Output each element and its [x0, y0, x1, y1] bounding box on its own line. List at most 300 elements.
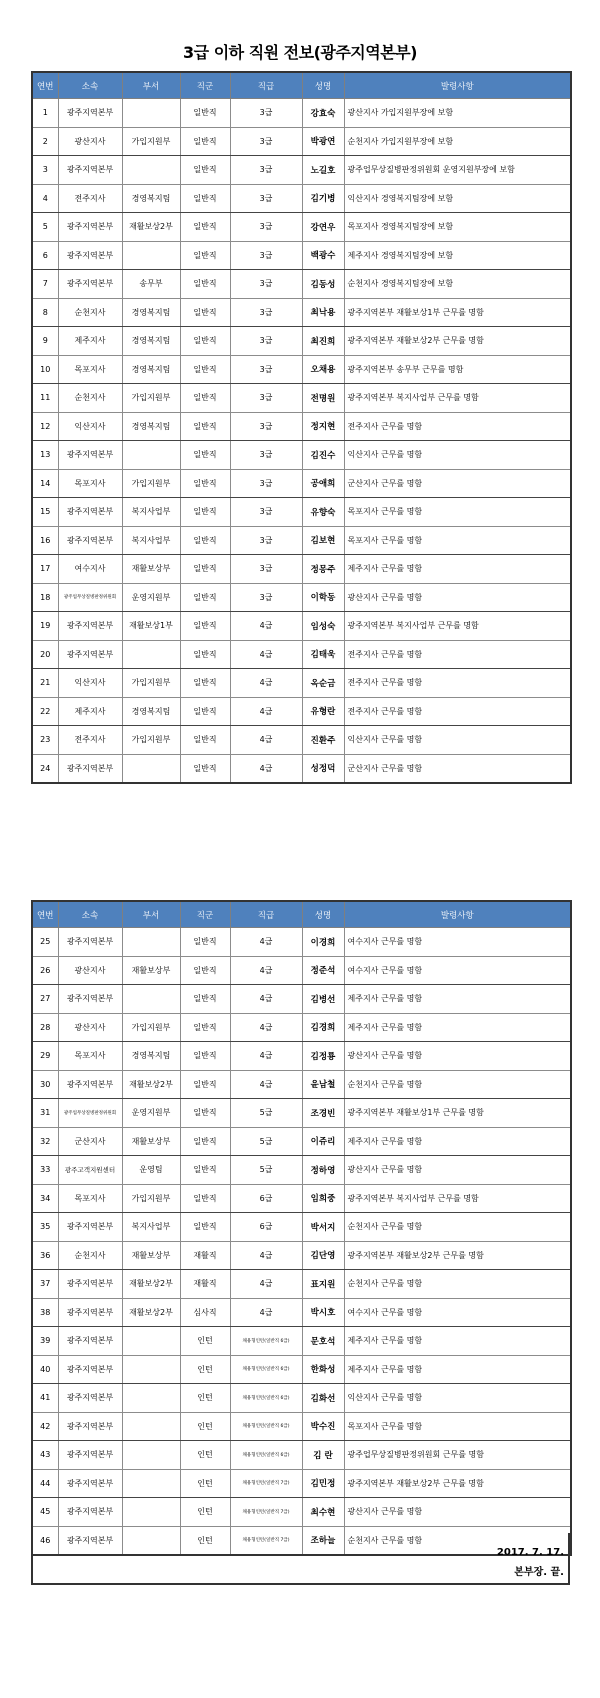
cell-department: 운영팀 — [122, 1156, 180, 1185]
cell-affiliation: 목포지사 — [58, 469, 122, 498]
signature-footer — [31, 1533, 570, 1585]
cell-job-group: 일반직 — [180, 1213, 230, 1242]
cell-assignment: 광주지역본부 복지사업부 근무를 명함 — [344, 612, 571, 641]
cell-name: 문호석 — [302, 1327, 344, 1356]
cell-name: 노길호 — [302, 156, 344, 185]
cell-job-group: 재활직 — [180, 1241, 230, 1270]
cell-job-group: 인턴 — [180, 1526, 230, 1555]
cell-affiliation: 전주지사 — [58, 726, 122, 755]
cell-name: 김태욱 — [302, 640, 344, 669]
cell-affiliation: 광주지역본부 — [58, 1384, 122, 1413]
cell-grade: 4급 — [230, 754, 302, 783]
cell-job-group: 인턴 — [180, 1327, 230, 1356]
col-header-name: 성명 — [302, 901, 344, 928]
cell-grade: 3급 — [230, 127, 302, 156]
cell-affiliation: 광주지역본부 — [58, 1355, 122, 1384]
cell-affiliation: 전주지사 — [58, 184, 122, 213]
cell-name: 강연우 — [302, 213, 344, 242]
cell-grade: 4급 — [230, 1070, 302, 1099]
cell-affiliation: 광주고객지원센터 — [58, 1156, 122, 1185]
table-row — [32, 669, 571, 698]
cell-department — [122, 754, 180, 783]
col-header-department: 부서 — [122, 901, 180, 928]
cell-no: 9 — [32, 327, 58, 356]
cell-name: 김 란 — [302, 1441, 344, 1470]
cell-assignment: 전주지사 근무를 명함 — [344, 412, 571, 441]
cell-no: 46 — [32, 1526, 58, 1555]
cell-grade: 채용형인턴(일반직 7급) — [230, 1498, 302, 1527]
cell-name: 이경희 — [302, 928, 344, 957]
table-row — [32, 184, 571, 213]
table-row — [32, 928, 571, 957]
cell-department: 가입지원부 — [122, 127, 180, 156]
col-header-affiliation: 소속 — [58, 72, 122, 99]
cell-name: 표지원 — [302, 1270, 344, 1299]
table-row — [32, 1384, 571, 1413]
cell-no: 22 — [32, 697, 58, 726]
cell-department: 가입지원부 — [122, 1184, 180, 1213]
cell-department: 재활보상2부 — [122, 1270, 180, 1299]
cell-no: 31 — [32, 1099, 58, 1128]
cell-job-group: 인턴 — [180, 1355, 230, 1384]
cell-job-group: 일반직 — [180, 469, 230, 498]
cell-assignment: 순천지사 가입지원부장에 보함 — [344, 127, 571, 156]
cell-department — [122, 441, 180, 470]
cell-affiliation: 광주업무상질병판정위원회 — [58, 1099, 122, 1128]
cell-department: 복지사업부 — [122, 498, 180, 527]
cell-affiliation: 목포지사 — [58, 1184, 122, 1213]
cell-assignment: 순천지사 경영복지팀장에 보함 — [344, 270, 571, 299]
cell-name: 유형란 — [302, 697, 344, 726]
cell-grade: 3급 — [230, 99, 302, 128]
cell-department: 재활보상부 — [122, 1127, 180, 1156]
cell-affiliation: 익산지사 — [58, 412, 122, 441]
cell-department: 운영지원부 — [122, 583, 180, 612]
roster-body-page2 — [32, 928, 571, 1556]
cell-assignment: 광산지사 근무를 명함 — [344, 1042, 571, 1071]
table-row — [32, 412, 571, 441]
cell-affiliation: 광주지역본부 — [58, 498, 122, 527]
cell-no: 26 — [32, 956, 58, 985]
cell-name: 김경희 — [302, 1013, 344, 1042]
cell-grade: 5급 — [230, 1099, 302, 1128]
cell-assignment: 여수지사 근무를 명함 — [344, 956, 571, 985]
cell-department — [122, 1469, 180, 1498]
cell-affiliation: 광주지역본부 — [58, 213, 122, 242]
cell-department — [122, 1384, 180, 1413]
cell-affiliation: 순천지사 — [58, 1241, 122, 1270]
cell-department: 경영복지팀 — [122, 298, 180, 327]
cell-assignment: 제주지사 경영복지팀장에 보함 — [344, 241, 571, 270]
cell-no: 1 — [32, 99, 58, 128]
cell-affiliation: 광주지역본부 — [58, 1526, 122, 1555]
issue-date: 2017. 7. 17. — [496, 1547, 564, 1558]
cell-grade: 4급 — [230, 1013, 302, 1042]
issuer-sign: 본부장. 끝. — [514, 1567, 564, 1578]
cell-department: 송무부 — [122, 270, 180, 299]
cell-department: 가입지원부 — [122, 469, 180, 498]
cell-name: 김병선 — [302, 985, 344, 1014]
cell-affiliation: 광주지역본부 — [58, 1498, 122, 1527]
table-row — [32, 355, 571, 384]
cell-assignment: 광주지역본부 송무부 근무를 명함 — [344, 355, 571, 384]
cell-grade: 4급 — [230, 726, 302, 755]
cell-affiliation: 목포지사 — [58, 355, 122, 384]
table-row — [32, 270, 571, 299]
cell-no: 14 — [32, 469, 58, 498]
cell-no: 7 — [32, 270, 58, 299]
cell-department — [122, 1498, 180, 1527]
cell-department: 재활보상2부 — [122, 1070, 180, 1099]
cell-name: 김정룡 — [302, 1042, 344, 1071]
cell-name: 임성숙 — [302, 612, 344, 641]
cell-job-group: 일반직 — [180, 1070, 230, 1099]
roster-table-page2 — [31, 900, 572, 1556]
cell-affiliation: 광주지역본부 — [58, 1469, 122, 1498]
cell-name: 최낙용 — [302, 298, 344, 327]
table-row — [32, 99, 571, 128]
cell-department — [122, 156, 180, 185]
cell-affiliation: 광주지역본부 — [58, 612, 122, 641]
cell-affiliation: 광주지역본부 — [58, 1298, 122, 1327]
cell-job-group: 일반직 — [180, 956, 230, 985]
cell-no: 38 — [32, 1298, 58, 1327]
cell-department: 재활보상부 — [122, 1241, 180, 1270]
cell-name: 오채용 — [302, 355, 344, 384]
cell-affiliation: 순천지사 — [58, 384, 122, 413]
cell-department: 재활보상부 — [122, 555, 180, 584]
cell-no: 19 — [32, 612, 58, 641]
cell-job-group: 일반직 — [180, 1042, 230, 1071]
cell-department: 가입지원부 — [122, 669, 180, 698]
table-row — [32, 583, 571, 612]
table-row — [32, 327, 571, 356]
cell-name: 백광수 — [302, 241, 344, 270]
cell-job-group: 일반직 — [180, 498, 230, 527]
cell-grade: 채용형인턴(일반직 6급) — [230, 1355, 302, 1384]
table-row — [32, 754, 571, 783]
table-row — [32, 127, 571, 156]
cell-affiliation: 광주지역본부 — [58, 526, 122, 555]
cell-name: 정몽주 — [302, 555, 344, 584]
table-row — [32, 498, 571, 527]
cell-job-group: 일반직 — [180, 99, 230, 128]
cell-job-group: 일반직 — [180, 640, 230, 669]
cell-name: 임희중 — [302, 1184, 344, 1213]
cell-grade: 3급 — [230, 270, 302, 299]
cell-job-group: 일반직 — [180, 928, 230, 957]
table-row — [32, 555, 571, 584]
cell-no: 17 — [32, 555, 58, 584]
cell-name: 김민정 — [302, 1469, 344, 1498]
cell-assignment: 전주지사 근무를 명함 — [344, 697, 571, 726]
cell-assignment: 순천지사 근무를 명함 — [344, 1270, 571, 1299]
table-row — [32, 640, 571, 669]
table-row — [32, 298, 571, 327]
cell-affiliation: 광주지역본부 — [58, 1070, 122, 1099]
cell-grade: 4급 — [230, 1298, 302, 1327]
cell-assignment: 전주지사 근무를 명함 — [344, 640, 571, 669]
cell-no: 2 — [32, 127, 58, 156]
cell-job-group: 일반직 — [180, 384, 230, 413]
cell-no: 29 — [32, 1042, 58, 1071]
cell-no: 40 — [32, 1355, 58, 1384]
cell-grade: 3급 — [230, 441, 302, 470]
cell-no: 35 — [32, 1213, 58, 1242]
cell-department: 재활보상2부 — [122, 213, 180, 242]
table-header-row — [32, 901, 571, 928]
cell-job-group: 일반직 — [180, 327, 230, 356]
cell-grade: 채용형인턴(일반직 7급) — [230, 1526, 302, 1555]
cell-job-group: 일반직 — [180, 697, 230, 726]
cell-grade: 4급 — [230, 956, 302, 985]
cell-name: 유향숙 — [302, 498, 344, 527]
cell-grade: 3급 — [230, 213, 302, 242]
cell-grade: 4급 — [230, 697, 302, 726]
cell-no: 11 — [32, 384, 58, 413]
cell-assignment: 제주지사 근무를 명함 — [344, 1355, 571, 1384]
cell-no: 10 — [32, 355, 58, 384]
cell-affiliation: 광주지역본부 — [58, 441, 122, 470]
cell-job-group: 일반직 — [180, 213, 230, 242]
cell-department: 경영복지팀 — [122, 355, 180, 384]
cell-assignment: 목포지사 근무를 명함 — [344, 498, 571, 527]
cell-job-group: 일반직 — [180, 726, 230, 755]
cell-assignment: 광주지역본부 재활보상2부 근무를 명함 — [344, 1469, 571, 1498]
cell-no: 45 — [32, 1498, 58, 1527]
cell-affiliation: 광산지사 — [58, 127, 122, 156]
cell-department: 재활보상부 — [122, 956, 180, 985]
cell-job-group: 일반직 — [180, 612, 230, 641]
cell-name: 공애희 — [302, 469, 344, 498]
cell-grade: 5급 — [230, 1156, 302, 1185]
col-header-affiliation: 소속 — [58, 901, 122, 928]
cell-name: 최진희 — [302, 327, 344, 356]
col-header-no: 연번 — [32, 901, 58, 928]
cell-affiliation: 광주지역본부 — [58, 754, 122, 783]
cell-assignment: 광주지역본부 재활보상1부 근무를 명함 — [344, 1099, 571, 1128]
cell-name: 이쥬리 — [302, 1127, 344, 1156]
cell-no: 43 — [32, 1441, 58, 1470]
cell-no: 42 — [32, 1412, 58, 1441]
cell-affiliation: 군산지사 — [58, 1127, 122, 1156]
cell-no: 28 — [32, 1013, 58, 1042]
cell-assignment: 광주지역본부 재활보상2부 근무를 명함 — [344, 327, 571, 356]
cell-name: 옥순금 — [302, 669, 344, 698]
cell-assignment: 광산지사 가입지원부장에 보함 — [344, 99, 571, 128]
cell-department: 복지사업부 — [122, 526, 180, 555]
cell-assignment: 순천지사 근무를 명함 — [344, 1526, 571, 1555]
cell-no: 15 — [32, 498, 58, 527]
cell-assignment: 익산지사 근무를 명함 — [344, 441, 571, 470]
cell-grade: 3급 — [230, 412, 302, 441]
cell-affiliation: 광주지역본부 — [58, 99, 122, 128]
table-row — [32, 1498, 571, 1527]
cell-grade: 6급 — [230, 1213, 302, 1242]
cell-job-group: 일반직 — [180, 526, 230, 555]
cell-department: 경영복지팀 — [122, 327, 180, 356]
cell-name: 김진수 — [302, 441, 344, 470]
cell-no: 33 — [32, 1156, 58, 1185]
cell-name: 박수진 — [302, 1412, 344, 1441]
cell-job-group: 일반직 — [180, 1127, 230, 1156]
cell-job-group: 인턴 — [180, 1384, 230, 1413]
table-row — [32, 1241, 571, 1270]
cell-name: 김동성 — [302, 270, 344, 299]
cell-affiliation: 광산지사 — [58, 956, 122, 985]
cell-name: 김보현 — [302, 526, 344, 555]
cell-affiliation: 광주지역본부 — [58, 1213, 122, 1242]
cell-job-group: 일반직 — [180, 1099, 230, 1128]
cell-no: 34 — [32, 1184, 58, 1213]
cell-assignment: 광산지사 근무를 명함 — [344, 1498, 571, 1527]
cell-assignment: 광주지역본부 복지사업부 근무를 명함 — [344, 384, 571, 413]
cell-no: 18 — [32, 583, 58, 612]
cell-affiliation: 광주지역본부 — [58, 1327, 122, 1356]
cell-grade: 4급 — [230, 985, 302, 1014]
cell-no: 16 — [32, 526, 58, 555]
cell-name: 윤남철 — [302, 1070, 344, 1099]
col-header-job-group: 직군 — [180, 901, 230, 928]
cell-affiliation: 여수지사 — [58, 555, 122, 584]
cell-job-group: 인턴 — [180, 1469, 230, 1498]
cell-no: 25 — [32, 928, 58, 957]
cell-grade: 4급 — [230, 669, 302, 698]
cell-assignment: 순천지사 근무를 명함 — [344, 1213, 571, 1242]
table-row — [32, 697, 571, 726]
col-header-grade: 직급 — [230, 72, 302, 99]
table-row — [32, 1298, 571, 1327]
cell-job-group: 일반직 — [180, 298, 230, 327]
cell-job-group: 일반직 — [180, 1184, 230, 1213]
cell-name: 김기병 — [302, 184, 344, 213]
table-row — [32, 156, 571, 185]
cell-job-group: 일반직 — [180, 985, 230, 1014]
table-row — [32, 526, 571, 555]
cell-no: 6 — [32, 241, 58, 270]
col-header-assignment: 발령사항 — [344, 72, 571, 99]
cell-grade: 4급 — [230, 1270, 302, 1299]
table-row — [32, 956, 571, 985]
cell-assignment: 군산지사 근무를 명함 — [344, 469, 571, 498]
cell-department — [122, 1327, 180, 1356]
cell-job-group: 일반직 — [180, 241, 230, 270]
cell-name: 조경빈 — [302, 1099, 344, 1128]
cell-affiliation: 목포지사 — [58, 1042, 122, 1071]
table-row — [32, 441, 571, 470]
cell-assignment: 광주지역본부 복지사업부 근무를 명함 — [344, 1184, 571, 1213]
cell-name: 정하영 — [302, 1156, 344, 1185]
cell-grade: 3급 — [230, 156, 302, 185]
document-title: 3급 이하 직원 전보(광주지역본부) — [183, 43, 417, 62]
table-row — [32, 1156, 571, 1185]
cell-no: 5 — [32, 213, 58, 242]
cell-no: 8 — [32, 298, 58, 327]
cell-department: 경영복지팀 — [122, 1042, 180, 1071]
cell-department: 가입지원부 — [122, 726, 180, 755]
table-row — [32, 1184, 571, 1213]
table-row — [32, 213, 571, 242]
cell-grade: 6급 — [230, 1184, 302, 1213]
col-header-name: 성명 — [302, 72, 344, 99]
cell-name: 진환주 — [302, 726, 344, 755]
cell-job-group: 일반직 — [180, 669, 230, 698]
cell-assignment: 목포지사 근무를 명함 — [344, 1412, 571, 1441]
cell-grade: 채용형인턴(일반직 6급) — [230, 1441, 302, 1470]
cell-affiliation: 광주지역본부 — [58, 156, 122, 185]
cell-assignment: 순천지사 근무를 명함 — [344, 1070, 571, 1099]
cell-no: 36 — [32, 1241, 58, 1270]
col-header-no: 연번 — [32, 72, 58, 99]
roster-body-page1 — [32, 99, 571, 784]
cell-department — [122, 928, 180, 957]
cell-affiliation: 광주지역본부 — [58, 270, 122, 299]
cell-job-group: 일반직 — [180, 270, 230, 299]
cell-no: 4 — [32, 184, 58, 213]
cell-affiliation: 광주지역본부 — [58, 1270, 122, 1299]
cell-name: 박서지 — [302, 1213, 344, 1242]
cell-grade: 채용형인턴(일반직 6급) — [230, 1412, 302, 1441]
cell-department — [122, 1412, 180, 1441]
cell-department — [122, 99, 180, 128]
table-row — [32, 1327, 571, 1356]
table-row — [32, 1042, 571, 1071]
cell-grade: 3급 — [230, 184, 302, 213]
cell-assignment: 제주지사 근무를 명함 — [344, 1127, 571, 1156]
cell-job-group: 일반직 — [180, 127, 230, 156]
table-header-row — [32, 72, 571, 99]
cell-name: 조하늘 — [302, 1526, 344, 1555]
table-row — [32, 726, 571, 755]
cell-department: 재활보상2부 — [122, 1298, 180, 1327]
cell-department — [122, 1441, 180, 1470]
cell-department: 가입지원부 — [122, 1013, 180, 1042]
table-row — [32, 469, 571, 498]
cell-no: 27 — [32, 985, 58, 1014]
cell-assignment: 익산지사 근무를 명함 — [344, 726, 571, 755]
cell-grade: 3급 — [230, 583, 302, 612]
cell-name: 최수현 — [302, 1498, 344, 1527]
cell-name: 김단영 — [302, 1241, 344, 1270]
cell-no: 30 — [32, 1070, 58, 1099]
cell-job-group: 심사직 — [180, 1298, 230, 1327]
cell-affiliation: 광주지역본부 — [58, 928, 122, 957]
cell-affiliation: 광주지역본부 — [58, 640, 122, 669]
cell-job-group: 일반직 — [180, 441, 230, 470]
cell-job-group: 일반직 — [180, 156, 230, 185]
cell-job-group: 인턴 — [180, 1412, 230, 1441]
cell-no: 32 — [32, 1127, 58, 1156]
cell-department: 경영복지팀 — [122, 697, 180, 726]
cell-department: 복지사업부 — [122, 1213, 180, 1242]
cell-affiliation: 제주지사 — [58, 327, 122, 356]
table-row — [32, 1127, 571, 1156]
table-row — [32, 1469, 571, 1498]
cell-assignment: 광산지사 근무를 명함 — [344, 1156, 571, 1185]
table-row — [32, 1213, 571, 1242]
cell-affiliation: 제주지사 — [58, 697, 122, 726]
cell-grade: 3급 — [230, 327, 302, 356]
cell-name: 정준석 — [302, 956, 344, 985]
cell-assignment: 광산지사 근무를 명함 — [344, 583, 571, 612]
cell-grade: 채용형인턴(일반직 6급) — [230, 1327, 302, 1356]
cell-department: 재활보상1부 — [122, 612, 180, 641]
cell-department — [122, 640, 180, 669]
table-row — [32, 1099, 571, 1128]
cell-no: 20 — [32, 640, 58, 669]
table-row — [32, 1412, 571, 1441]
cell-name: 박시호 — [302, 1298, 344, 1327]
